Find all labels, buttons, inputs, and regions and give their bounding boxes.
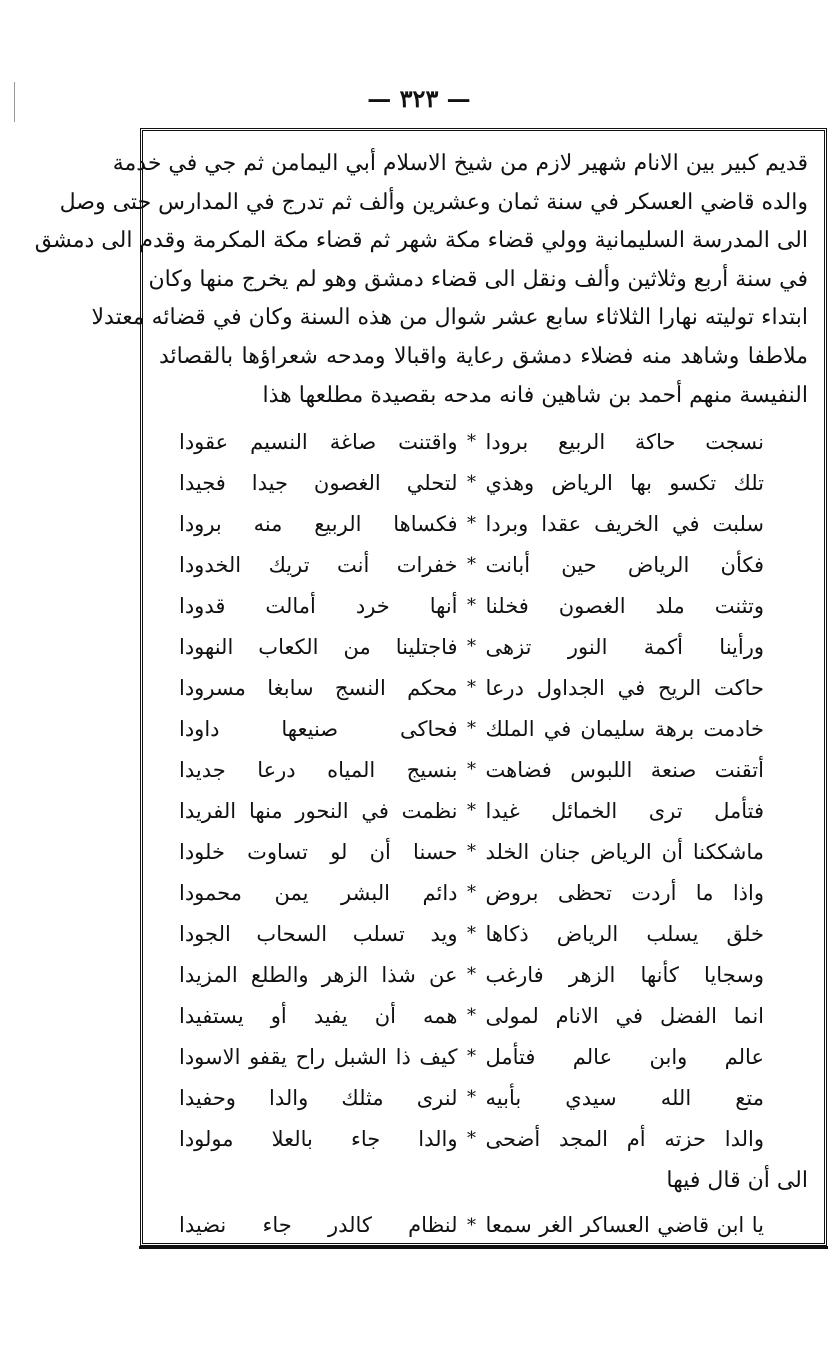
verse-second-hemistich: والدا جاء بالعلا مولودا bbox=[179, 1126, 458, 1151]
verse bbox=[179, 503, 764, 544]
verse-second-hemistich: عن شذا الزهر والطلع المزيدا bbox=[179, 962, 458, 987]
verse bbox=[179, 872, 764, 913]
verse-second-hemistich: نظمت في النحور منها الفريدا bbox=[179, 798, 458, 823]
verse-first-hemistich: خادمت برهة سليمان في الملك bbox=[485, 716, 764, 741]
verse-first-hemistich: متع الله سيدي بأبيه bbox=[485, 1085, 764, 1110]
verse bbox=[179, 1077, 764, 1118]
poem bbox=[159, 421, 808, 1159]
verse bbox=[179, 1118, 764, 1159]
verse-second-hemistich: همه أن يفيد أو يستفيدا bbox=[179, 1003, 458, 1028]
verse-first-hemistich: نسجت حاكة الربيع برودا bbox=[485, 429, 764, 454]
verse-first-hemistich: تلك تكسو بها الرياض وهذي bbox=[485, 470, 764, 495]
verse bbox=[179, 462, 764, 503]
page-number: — ٣٢٣ — bbox=[367, 84, 471, 113]
verse-second-hemistich: بنسيج المياه درعا جديدا bbox=[179, 757, 458, 782]
verse-first-hemistich: واذا ما أردت تحظى بروض bbox=[485, 880, 764, 905]
verse-first-hemistich: ماشككنا أن الرياض جنان الخلد bbox=[485, 839, 764, 864]
verse-separator: * bbox=[467, 841, 476, 863]
prose-line: في سنة أربع وثلاثين وألف ونقل الى قضاء دمشق وهو لم يخرج منها وكان bbox=[148, 266, 808, 292]
verse-separator: * bbox=[467, 1005, 476, 1027]
text-frame bbox=[34, 128, 827, 1246]
verse-separator: * bbox=[467, 1046, 476, 1068]
prose-line: والده قاضي العسكر في سنة ثمان وعشرين وألف ثم تدرج في المدارس حتى وصل bbox=[59, 189, 808, 215]
verse-separator: * bbox=[467, 595, 476, 617]
verse-separator: * bbox=[467, 882, 476, 904]
verse-separator: * bbox=[467, 554, 476, 576]
verse-first-hemistich: انما الفضل في الانام لمولى bbox=[485, 1003, 764, 1028]
verse bbox=[179, 995, 764, 1036]
verse-separator: * bbox=[467, 923, 476, 945]
verse bbox=[179, 790, 764, 831]
verse-separator: * bbox=[467, 964, 476, 986]
verse bbox=[179, 626, 764, 667]
verse-second-hemistich: لنظام كالدر جاء نضيدا bbox=[179, 1213, 458, 1238]
verse-first-hemistich: خلق يسلب الرياض ذكاها bbox=[485, 921, 764, 946]
verse bbox=[179, 544, 764, 585]
transition-line: الى أن قال فيها bbox=[666, 1168, 808, 1194]
verse-separator: * bbox=[467, 431, 476, 453]
verse-separator: * bbox=[467, 636, 476, 658]
verse-second-hemistich: دائم البشر يمن محمودا bbox=[179, 880, 458, 905]
verse bbox=[179, 1036, 764, 1077]
verse-second-hemistich: محكم النسج سابغا مسرودا bbox=[179, 675, 458, 700]
verse-separator: * bbox=[467, 800, 476, 822]
verse-second-hemistich: لتحلي الغصون جيدا فجيدا bbox=[179, 470, 458, 495]
verse bbox=[179, 585, 764, 626]
verse bbox=[179, 708, 764, 749]
verse-separator: * bbox=[467, 1087, 476, 1109]
verse-first-hemistich: عالم وابن عالم فتأمل bbox=[485, 1044, 764, 1069]
prose-paragraph bbox=[34, 145, 808, 415]
verse-second-hemistich: واقتنت صاغة النسيم عقودا bbox=[179, 429, 458, 454]
verse-second-hemistich: أنها خرد أمالت قدودا bbox=[179, 593, 458, 618]
verse-separator: * bbox=[467, 513, 476, 535]
verse-second-hemistich: فاجتلينا من الكعاب النهودا bbox=[179, 634, 458, 659]
verse bbox=[179, 913, 764, 954]
verse bbox=[179, 421, 764, 462]
verse-first-hemistich: وسجايا كأنها الزهر فارغب bbox=[485, 962, 764, 987]
verse-first-hemistich: حاكت الريح في الجداول درعا bbox=[485, 675, 764, 700]
verse-second-hemistich: حسنا أن لو تساوت خلودا bbox=[179, 839, 458, 864]
verse-first-hemistich: فكأن الرياض حين أبانت bbox=[485, 552, 764, 577]
prose-line: ملاطفا وشاهد منه فضلاء دمشق رعاية واقبالا ومدحه شعراؤها بالقصائد bbox=[159, 343, 808, 369]
verse-second-hemistich: خفرات أنت تريك الخدودا bbox=[179, 552, 458, 577]
verse-separator: * bbox=[467, 472, 476, 494]
verse-first-hemistich: ورأينا أكمة النور تزهى bbox=[485, 634, 764, 659]
verse-second-hemistich: لنرى مثلك والدا وحفيدا bbox=[179, 1085, 458, 1110]
prose-line: النفيسة منهم أحمد بن شاهين فانه مدحه بقصيدة مطلعها هذا bbox=[262, 382, 808, 408]
verse-first-hemistich: وتثنت ملد الغصون فخلنا bbox=[485, 593, 764, 618]
verse-separator: * bbox=[467, 759, 476, 781]
prose-line: الى المدرسة السليمانية وولي قضاء مكة شهر ثم قضاء مكة المكرمة وقدم الى دمشق bbox=[34, 228, 808, 254]
verse bbox=[179, 831, 764, 872]
verse-separator: * bbox=[467, 718, 476, 740]
verse bbox=[159, 1203, 808, 1247]
prose-line: قديم كبير بين الانام شهير لازم من شيخ الاسلام أبي اليمامن ثم جي في خدمة bbox=[112, 151, 808, 176]
verse bbox=[179, 954, 764, 995]
verse-first-hemistich: والدا حزته أم المجد أضحى bbox=[485, 1126, 764, 1151]
verse-first-hemistich: أتقنت صنعة اللبوس فضاهت bbox=[485, 757, 764, 782]
verse-separator: * bbox=[467, 1128, 476, 1150]
verse-second-hemistich: فكساها الربيع منه برودا bbox=[179, 511, 458, 536]
verse-second-hemistich: كيف ذا الشبل راح يقفو الاسودا bbox=[179, 1044, 458, 1069]
verse-separator: * bbox=[467, 677, 476, 699]
verse bbox=[179, 667, 764, 708]
verse-separator: * bbox=[467, 1214, 476, 1236]
verse-second-hemistich: ويد تسلب السحاب الجودا bbox=[179, 921, 458, 946]
verse-first-hemistich: يا ابن قاضي العساكر الغر سمعا bbox=[485, 1213, 764, 1238]
verse-second-hemistich: فحاكى صنيعها داودا bbox=[179, 716, 458, 741]
verse bbox=[179, 749, 764, 790]
verse-first-hemistich: فتأمل ترى الخمائل غيدا bbox=[485, 798, 764, 823]
prose-line: ابتداء توليته نهارا الثلاثاء سابع عشر شوال من هذه السنة وكان في قضائه معتدلا bbox=[91, 305, 808, 331]
verse-first-hemistich: سلبت في الخريف عقدا وبردا bbox=[485, 511, 764, 536]
